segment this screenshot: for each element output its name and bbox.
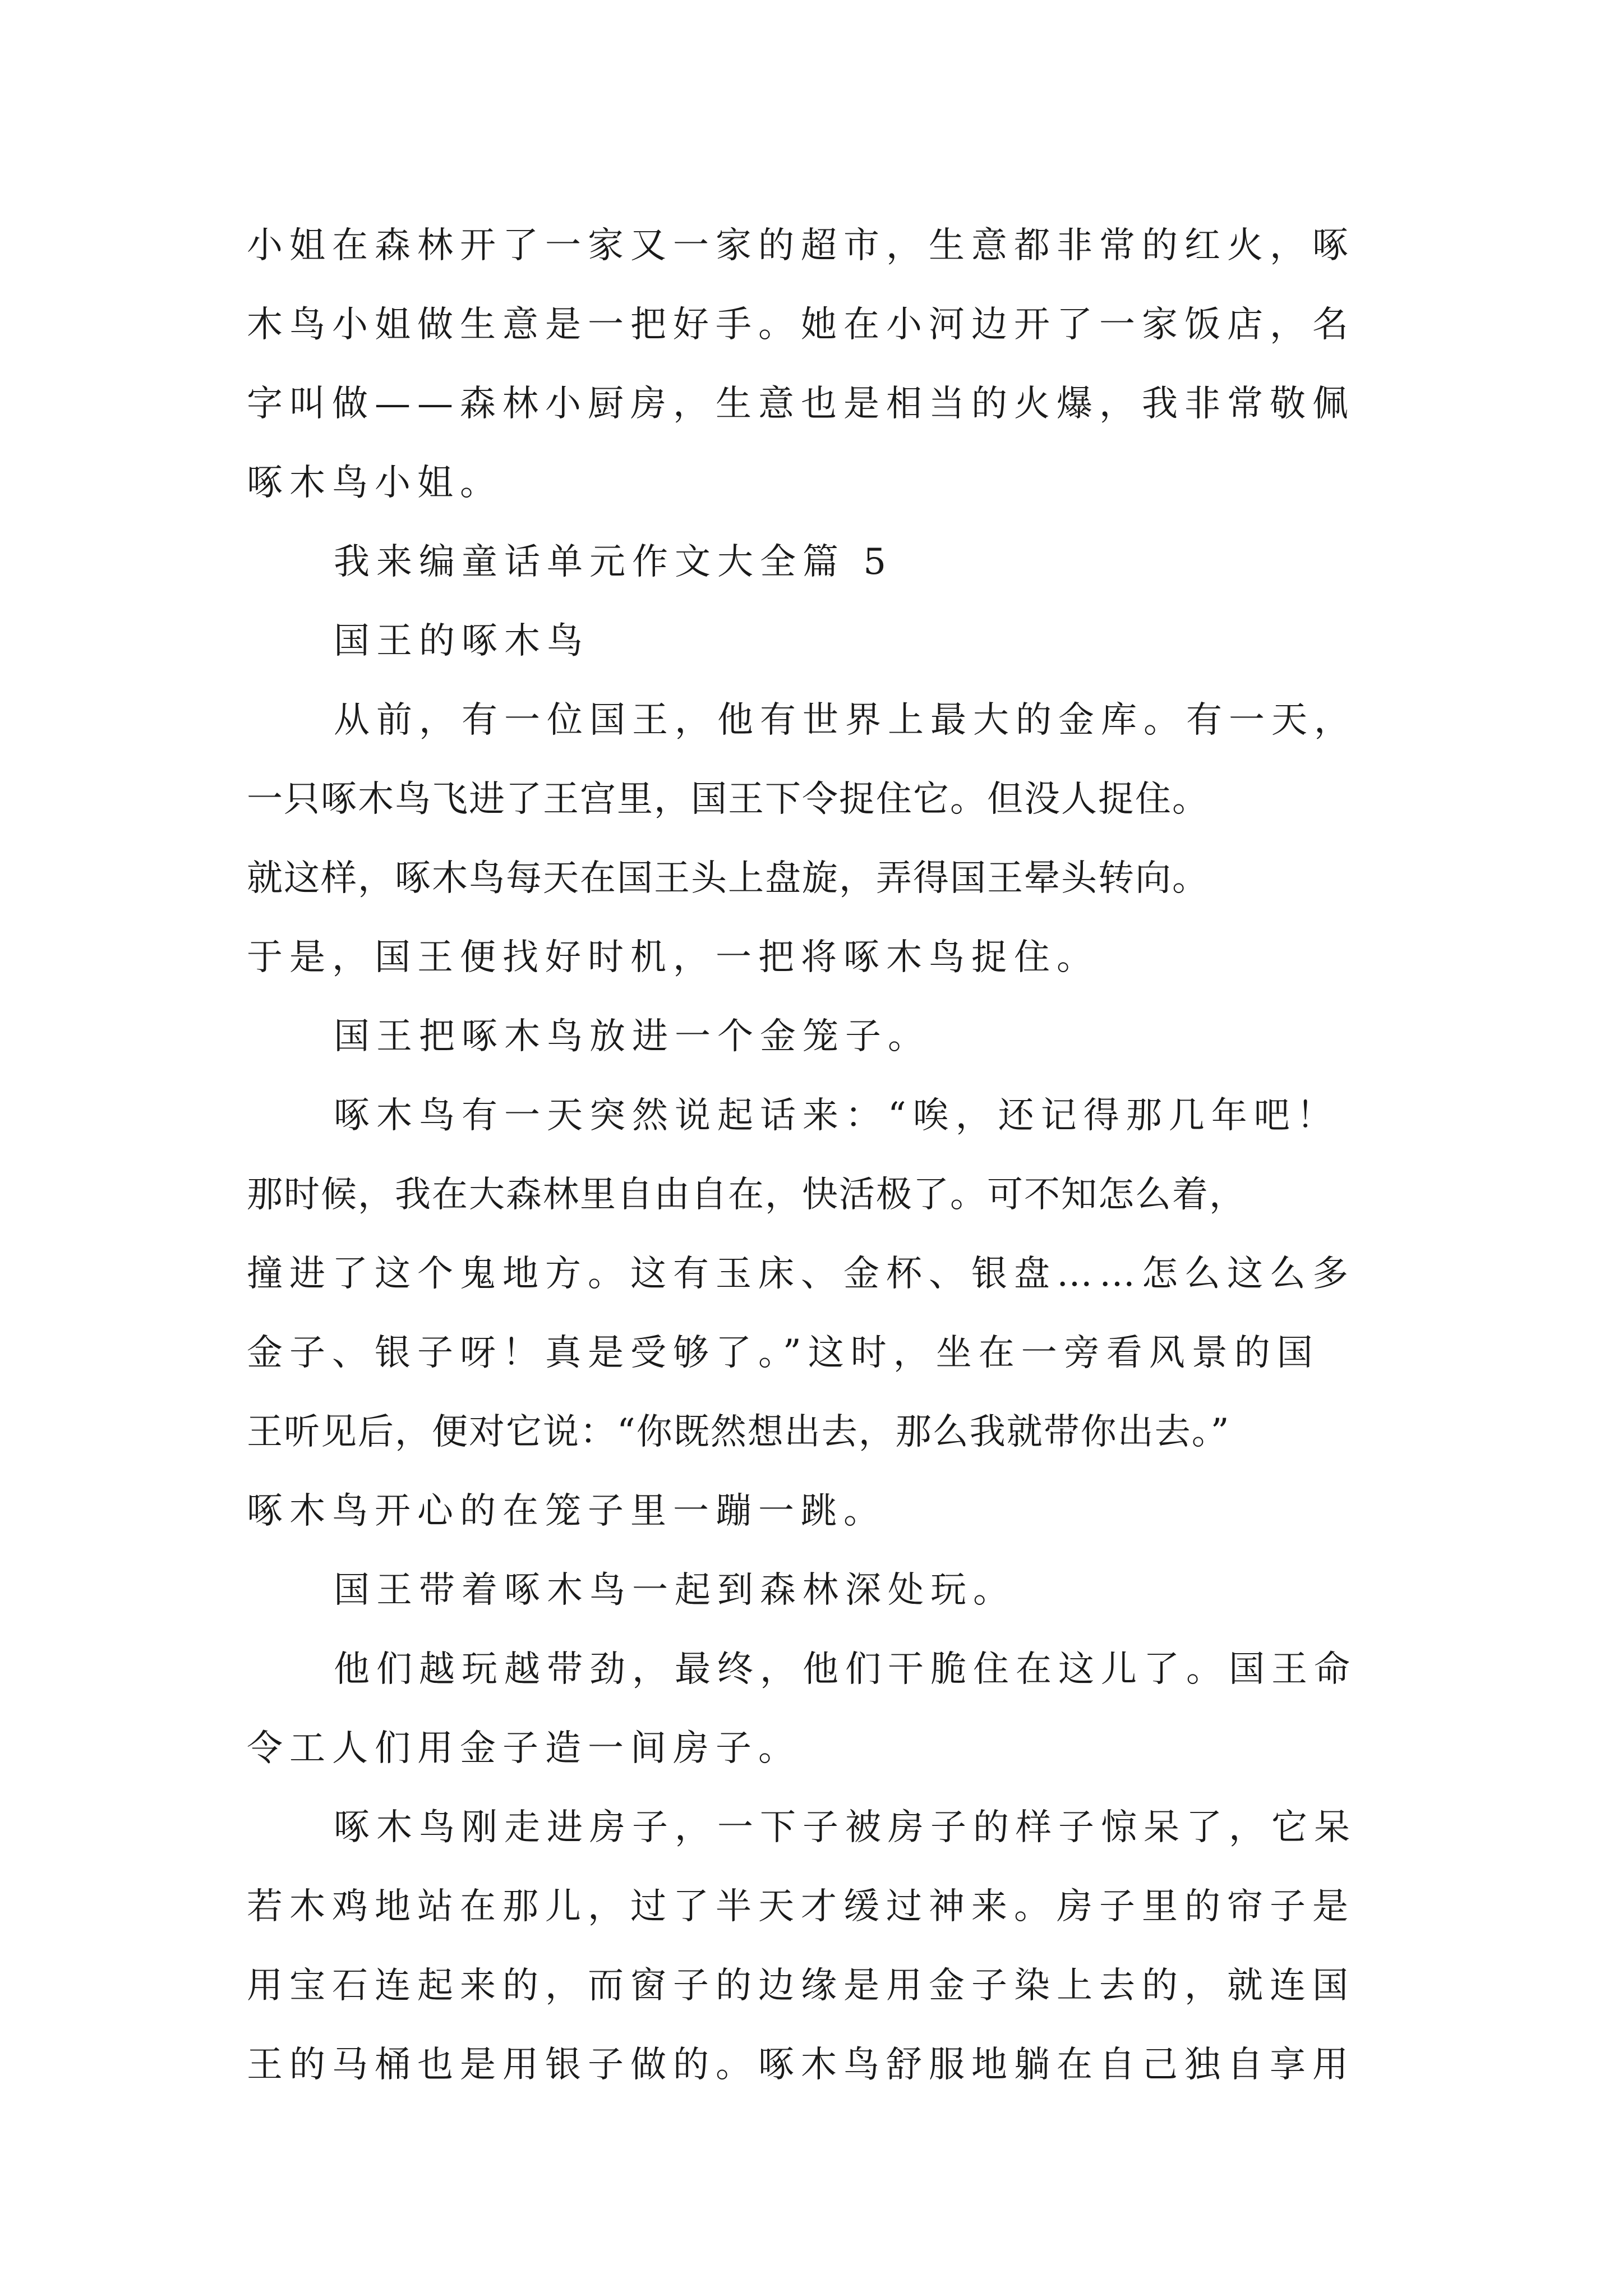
text-line: 撞进了这个鬼地方。这有玉床、金杯、银盘……怎么这么多 [247, 1253, 1355, 1295]
text-line: 他们越玩越带劲，最终，他们干脆住在这儿了。国王命 [334, 1649, 1357, 1690]
text-line: 若木鸡地站在那儿，过了半天才缓过神来。房子里的帘子是 [247, 1886, 1355, 1927]
text-line: 国王带着啄木鸟一起到森林深处玩。 [334, 1570, 1016, 1611]
text-line: 王听见后，便对它说：“你既然想出去，那么我就带你出去。” [247, 1411, 1230, 1453]
text-line: 小姐在森林开了一家又一家的超市，生意都非常的红火，啄 [247, 225, 1355, 266]
text-line: 那时候，我在大森林里自由自在，快活极了。可不知怎么着， [247, 1174, 1246, 1216]
text-line: 从前，有一位国王，他有世界上最大的金库。有一天， [334, 700, 1357, 741]
text-line: 王的马桶也是用银子做的。啄木鸟舒服地躺在自己独自享用 [247, 2044, 1355, 2086]
text-line: 啄木鸟刚走进房子，一下子被房子的样子惊呆了，它呆 [334, 1807, 1357, 1848]
text-line: 就这样，啄木鸟每天在国王头上盘旋，弄得国王晕头转向。 [247, 858, 1209, 899]
text-line: 令工人们用金子造一间房子。 [247, 1728, 801, 1769]
text-line: 啄木鸟小姐。 [247, 462, 502, 504]
text-line: 用宝石连起来的，而窗子的边缘是用金子染上去的，就连国 [247, 1965, 1355, 2007]
text-line: 金子、银子呀！真是受够了。”这时，坐在一旁看风景的国 [247, 1332, 1320, 1374]
text-line: 字叫做——森林小厨房，生意也是相当的火爆，我非常敬佩 [247, 383, 1355, 425]
text-line: 啄木鸟开心的在笼子里一蹦一跳。 [247, 1490, 886, 1532]
text-line: 国王把啄木鸟放进一个金笼子。 [334, 1016, 930, 1057]
text-line: 于是，国王便找好时机，一把将啄木鸟捉住。 [247, 937, 1099, 978]
section-heading: 我来编童话单元作文大全篇 5 [334, 541, 893, 583]
text-line: 木鸟小姐做生意是一把好手。她在小河边开了一家饭店，名 [247, 304, 1355, 346]
text-line: 一只啄木鸟飞进了王宫里，国王下令捉住它。但没人捉住。 [247, 779, 1209, 820]
text-line: 啄木鸟有一天突然说起话来：“唉，还记得那几年吧！ [334, 1095, 1339, 1137]
story-title: 国王的啄木鸟 [334, 620, 589, 662]
